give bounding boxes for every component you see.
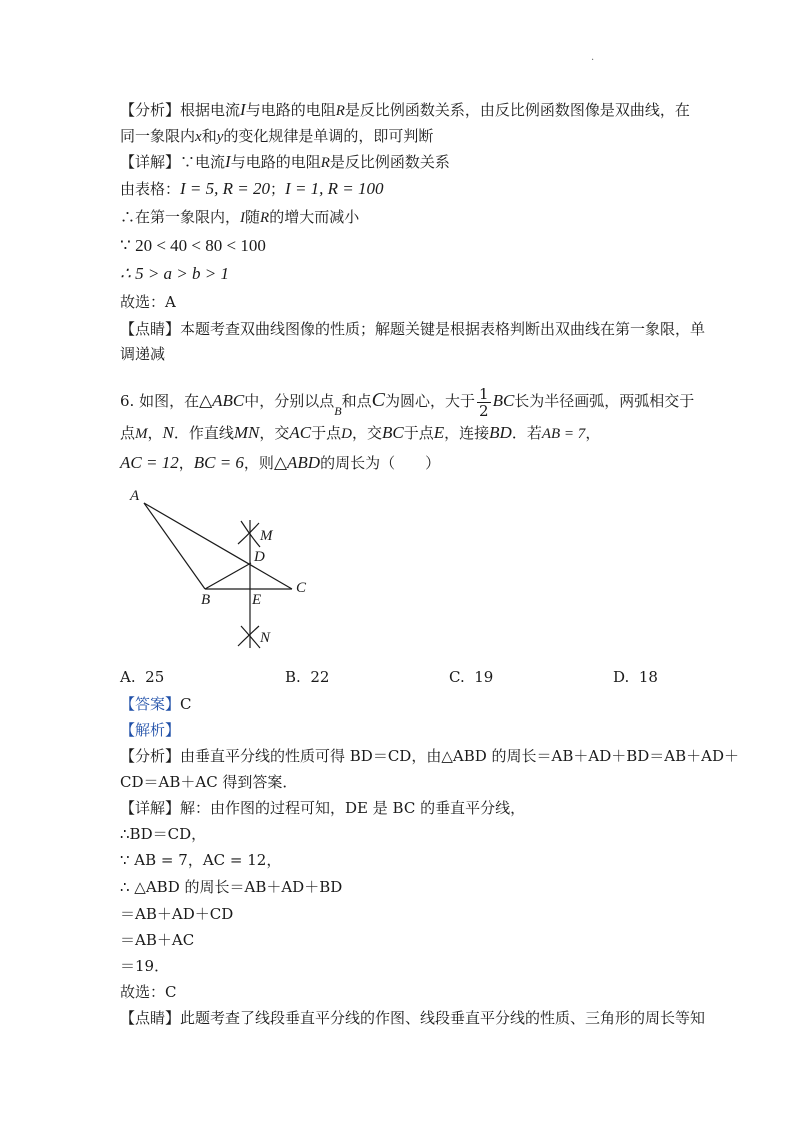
p5-table-line: 由表格：I = 5, R = 20；I = 1, R = 100 bbox=[120, 179, 384, 198]
answer-value: C bbox=[180, 695, 192, 713]
p5-detail-line: 【详解】∵电流I与电路的电阻R是反比例函数关系 bbox=[120, 152, 450, 171]
geometry-figure bbox=[120, 480, 320, 660]
label-M: M bbox=[260, 528, 273, 544]
q6-answer-line bbox=[120, 693, 720, 715]
q6-step-1: ∴BD＝CD， bbox=[120, 825, 207, 843]
detail-tag: 【详解】 bbox=[120, 153, 181, 171]
p5-choice: 故选：A bbox=[120, 293, 176, 311]
q6-solution-tag: 【解析】 bbox=[120, 721, 181, 739]
q6-analysis-line1: 【分析】由垂直平分线的性质可得 BD＝CD，由△ABD 的周长＝AB＋AD＋BD＝AB＋AD＋ bbox=[120, 747, 740, 765]
option-a: A. 25 bbox=[120, 668, 165, 686]
q6-line1: 6. 如图，在△ABC中，分别以点$_B$和点C为圆心，大于 $\frac{1}{2}$ BC长为半径画弧，两弧相交于 bbox=[120, 384, 695, 420]
label-A: A bbox=[130, 488, 140, 504]
q6-step-4: ＝AB＋AD＋CD bbox=[120, 905, 234, 923]
arc-M-2 bbox=[238, 523, 259, 544]
label-D: D bbox=[254, 549, 265, 565]
label-C: C bbox=[296, 580, 307, 596]
p5-analysis-line1: 【分析】根据电流I与电路的电阻R是反比例函数关系，由反比例函数图像是双曲线，在 bbox=[120, 100, 690, 119]
option-b: B. 22 bbox=[285, 668, 330, 686]
p5-quadrant-line: ∴在第一象限内，I随R的增大而减小 bbox=[120, 208, 360, 226]
fraction-one-half: $\frac{1}{2}$ bbox=[479, 384, 489, 420]
comment-tag: 【点睛】 bbox=[120, 320, 181, 338]
p5-analysis-line2: 同一象限内x和y的变化规律是单调的，即可判断 bbox=[120, 127, 434, 145]
p5-inequality-2: ∴ 5 > a > b > 1 bbox=[120, 264, 229, 283]
q6-step-6: ＝19． bbox=[120, 957, 170, 975]
label-B: B bbox=[201, 592, 211, 608]
q6-choice: 故选：C bbox=[120, 983, 177, 1001]
label-N: N bbox=[260, 630, 271, 646]
p5-comment-line1: 【点睛】本题考查双曲线图像的性质；解题关键是根据表格判断出双曲线在第一象限，单 bbox=[120, 320, 706, 338]
q6-line2: 点M，N．作直线MN，交AC于点D，交BC于点E，连接BD．若AB = 7， bbox=[120, 423, 601, 442]
segment-BD bbox=[205, 563, 251, 589]
p5-comment-line2: 调递减 bbox=[120, 345, 166, 363]
q6-step-2: ∵ AB = 7，AC = 12， bbox=[120, 851, 282, 869]
q6-analysis-line2: CD＝AB＋AC 得到答案． bbox=[120, 773, 298, 791]
header-dot: . bbox=[591, 52, 595, 63]
q6-detail-line: 【详解】解：由作图的过程可知，DE 是 BC 的垂直平分线， bbox=[120, 799, 526, 817]
answer-tag: 【答案】 bbox=[120, 695, 181, 713]
q6-line3: AC = 12，BC = 6，则△ABD的周长为（ ） bbox=[120, 453, 441, 472]
segment-AC bbox=[144, 503, 292, 589]
q6-comment-line1: 【点睛】此题考查了线段垂直平分线的作图、线段垂直平分线的性质、三角形的周长等知 bbox=[120, 1009, 706, 1027]
q6-step-5: ＝AB＋AC bbox=[120, 931, 195, 949]
analysis-tag: 【分析】 bbox=[120, 101, 181, 119]
segment-AB bbox=[144, 503, 205, 589]
p5-inequality-1: ∵ 20 < 40 < 80 < 100 bbox=[120, 236, 266, 255]
label-E: E bbox=[252, 592, 262, 608]
q6-step-3: ∴ △ABD 的周长＝AB＋AD＋BD bbox=[120, 878, 343, 896]
option-d: D. 18 bbox=[613, 668, 658, 686]
option-c: C. 19 bbox=[449, 668, 494, 686]
